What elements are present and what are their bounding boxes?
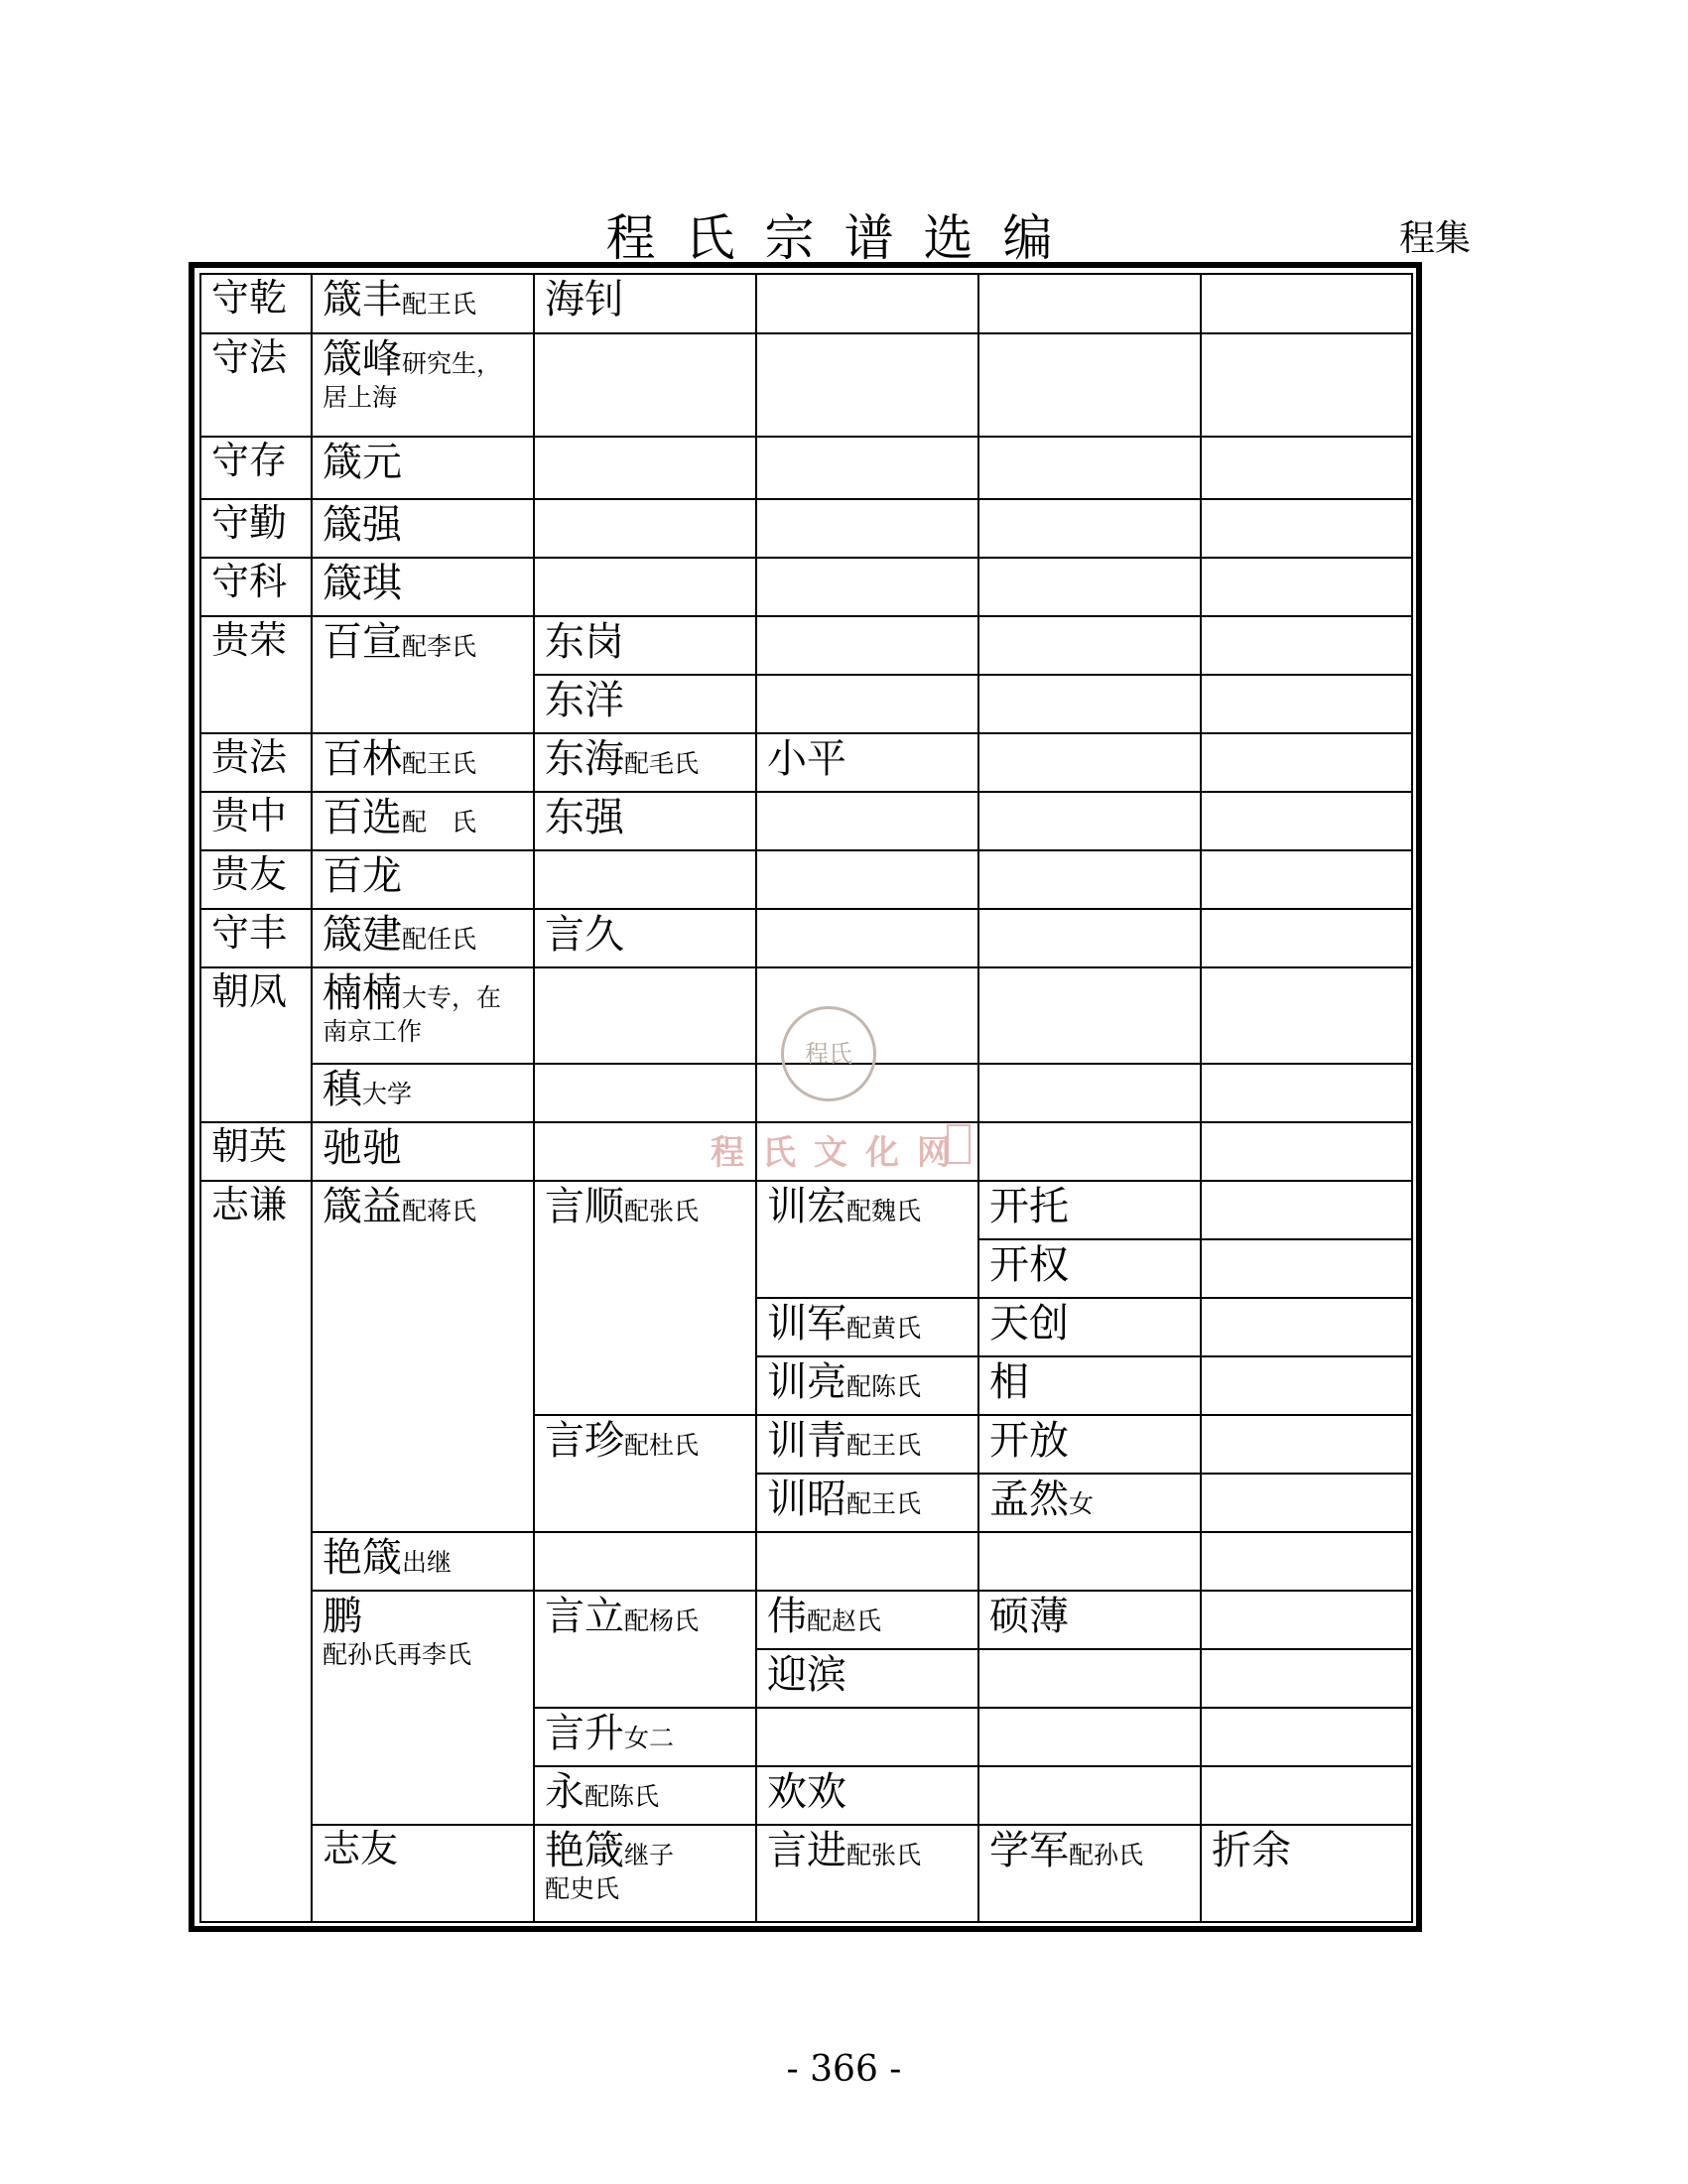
empty-cell [978,1122,1201,1181]
member-name: 训宏 [767,1184,846,1229]
member-note: 配陈氏 [846,1372,922,1401]
member-name: 训亮 [767,1359,846,1405]
generation-name-cell: 贵荣 [200,616,312,733]
empty-cell [1201,675,1412,733]
empty-cell [978,850,1201,909]
member-note-line2: 配孙氏再李氏 [323,1640,472,1669]
member-note: 女 [1069,1489,1095,1518]
member-cell [534,616,756,675]
member-note: 大专，在 [402,983,502,1012]
empty-cell [1201,1474,1412,1532]
member-name: 东强 [545,795,624,840]
member-name: 孟然 [989,1477,1069,1522]
generation-name-cell: 朝凤 [200,967,312,1122]
table-row [200,733,1412,792]
member-note: 配 氏 [402,808,477,836]
genealogy-table-body [200,274,1412,1922]
empty-cell [1201,1708,1412,1766]
member-cell [978,1356,1201,1415]
table-row [200,499,1412,558]
member-name: 海钊 [545,277,624,322]
page-title: 程氏宗谱选编 [605,209,1083,267]
member-cell [756,1474,978,1532]
member-cell [312,1122,534,1181]
member-cell [978,1239,1201,1298]
empty-cell [978,1708,1201,1766]
member-cell [756,1181,978,1298]
table-row [200,558,1412,616]
watermark-seal: 程氏 [781,1006,876,1101]
member-note: 配毛氏 [624,749,700,778]
member-note: 配陈氏 [584,1782,660,1811]
empty-cell [756,850,978,909]
empty-cell [534,558,756,616]
member-name: 艳箴 [323,1535,402,1581]
empty-cell [534,499,756,558]
member-cell [534,274,756,333]
table-row [200,792,1412,850]
member-name: 箴元 [323,440,402,485]
empty-cell [756,1532,978,1591]
member-name: 小平 [767,736,846,782]
member-cell [534,909,756,967]
empty-cell [756,616,978,675]
generation-name-cell: 守科 [200,558,312,616]
member-cell [312,558,534,616]
empty-cell [1201,1532,1412,1591]
generation-name-cell: 守勤 [200,499,312,558]
empty-cell [978,274,1201,333]
empty-cell [1201,1122,1412,1181]
member-cell [1201,1825,1412,1922]
member-note: 配杨氏 [624,1606,700,1635]
member-note-line2: 配史氏 [545,1874,620,1903]
member-cell [312,1591,534,1825]
watermark-site-name: 程氏文化网 [711,1133,969,1173]
member-cell [312,437,534,499]
empty-cell [534,850,756,909]
member-name: 伟 [767,1594,807,1639]
member-note: 研究生， [402,349,502,378]
generation-name-cell: 贵友 [200,850,312,909]
member-note: 配李氏 [402,632,477,661]
member-note: 继子 [624,1841,675,1869]
member-note: 大学 [362,1080,413,1108]
member-cell [978,1591,1201,1649]
member-cell [312,499,534,558]
empty-cell [1201,333,1412,437]
empty-cell [978,967,1201,1064]
member-name: 开权 [989,1242,1069,1288]
member-cell [312,909,534,967]
empty-cell [978,499,1201,558]
member-cell [534,1181,756,1415]
member-cell [756,1415,978,1474]
empty-cell [978,1766,1201,1825]
member-name: 言立 [545,1594,624,1639]
empty-cell [1201,274,1412,333]
empty-cell [1201,967,1412,1064]
member-note: 配王氏 [846,1431,922,1460]
empty-cell [756,437,978,499]
empty-cell [978,675,1201,733]
member-name: 东海 [545,736,624,782]
watermark-stamp-icon [947,1124,971,1164]
member-name: 箴强 [323,502,402,548]
member-name: 相 [989,1359,1029,1405]
member-name: 硕薄 [989,1594,1069,1639]
member-note: 配孙氏 [1069,1841,1144,1869]
member-name: 学军 [989,1828,1069,1873]
member-cell [756,1591,978,1649]
member-note: 配黄氏 [846,1314,922,1343]
member-cell [312,274,534,333]
member-cell [756,1766,978,1825]
member-cell [978,1825,1201,1922]
empty-cell [534,1064,756,1122]
member-cell [756,1825,978,1922]
table-row [200,909,1412,967]
empty-cell [1201,437,1412,499]
member-note: 配赵氏 [807,1606,882,1635]
member-name: 驰驰 [323,1125,402,1171]
member-cell [534,792,756,850]
member-note: 配王氏 [402,749,477,778]
member-name: 箴丰 [323,277,402,322]
member-name: 天创 [989,1301,1069,1347]
empty-cell [756,792,978,850]
member-cell [978,1181,1201,1239]
member-name: 训青 [767,1418,846,1464]
member-name: 稹 [323,1067,362,1112]
member-note: 出继 [402,1548,453,1577]
member-name: 开托 [989,1184,1069,1229]
table-row [200,333,1412,437]
empty-cell [978,333,1201,437]
empty-cell [534,967,756,1064]
generation-name-cell: 守丰 [200,909,312,967]
member-cell [534,1825,756,1922]
member-name: 训昭 [767,1477,846,1522]
table-row [200,850,1412,909]
empty-cell [1201,558,1412,616]
empty-cell [978,616,1201,675]
empty-cell [1201,909,1412,967]
member-cell [756,1649,978,1708]
member-cell [978,1298,1201,1356]
table-row [200,1532,1412,1591]
member-name: 欢欢 [767,1769,846,1815]
empty-cell [756,333,978,437]
member-cell [312,1532,534,1591]
member-name: 迎滨 [767,1652,846,1698]
empty-cell [978,1649,1201,1708]
branch-place-name: 程集 [1399,218,1472,259]
empty-cell [1201,1064,1412,1122]
member-cell [978,1474,1201,1532]
member-cell [534,675,756,733]
empty-cell [534,333,756,437]
member-cell [978,1415,1201,1474]
member-note-line2: 南京工作 [323,1017,423,1046]
empty-cell [756,499,978,558]
empty-cell [1201,1766,1412,1825]
empty-cell [756,675,978,733]
empty-cell [756,274,978,333]
member-cell [756,1356,978,1415]
empty-cell [1201,1181,1412,1239]
table-row [200,274,1412,333]
member-cell [312,1064,534,1122]
member-name: 箴益 [323,1184,402,1229]
genealogy-table [199,273,1413,1923]
member-name: 百林 [323,736,402,782]
member-cell [534,1415,756,1532]
member-name: 箴建 [323,912,402,958]
generation-name-cell: 守乾 [200,274,312,333]
member-note: 配王氏 [846,1489,922,1518]
empty-cell [978,909,1201,967]
member-name: 言顺 [545,1184,624,1229]
empty-cell [1201,1415,1412,1474]
member-note: 女二 [624,1724,675,1752]
generation-name-cell: 志友 [312,1825,534,1922]
generation-name-cell: 朝英 [200,1122,312,1181]
member-note: 配张氏 [624,1197,700,1225]
member-cell [534,1708,756,1766]
empty-cell [978,1064,1201,1122]
member-name: 东洋 [545,678,624,723]
member-note: 配蒋氏 [402,1197,477,1225]
member-cell [312,967,534,1064]
empty-cell [978,792,1201,850]
member-name: 折余 [1212,1828,1291,1873]
member-name: 言珍 [545,1418,624,1464]
empty-cell [1201,1356,1412,1415]
empty-cell [534,1532,756,1591]
member-name: 言升 [545,1711,624,1756]
member-name: 言进 [767,1828,846,1873]
member-cell [756,733,978,792]
member-cell [534,733,756,792]
empty-cell [1201,1591,1412,1649]
member-name: 东岗 [545,619,624,665]
empty-cell [534,437,756,499]
member-cell [312,850,534,909]
empty-cell [978,1532,1201,1591]
empty-cell [756,558,978,616]
page-number: - 366 - [786,2049,902,2090]
member-name: 百选 [323,795,402,840]
generation-name-cell: 贵中 [200,792,312,850]
member-cell [312,1181,534,1532]
empty-cell [978,558,1201,616]
table-row [200,616,1412,675]
table-row [200,1591,1412,1649]
member-cell [312,333,534,437]
empty-cell [1201,1239,1412,1298]
member-name: 楠楠 [323,970,402,1016]
member-name: 艳箴 [545,1828,624,1873]
table-row [200,1181,1412,1239]
member-name: 永 [545,1769,584,1815]
member-cell [534,1591,756,1708]
empty-cell [978,733,1201,792]
empty-cell [1201,792,1412,850]
empty-cell [756,1708,978,1766]
empty-cell [1201,1298,1412,1356]
table-row [200,1825,1412,1922]
empty-cell [1201,733,1412,792]
member-cell [756,1298,978,1356]
empty-cell [756,909,978,967]
generation-name-cell: 守存 [200,437,312,499]
member-cell [534,1766,756,1825]
table-row [200,437,1412,499]
empty-cell [1201,850,1412,909]
generation-name-cell: 守法 [200,333,312,437]
empty-cell [1201,499,1412,558]
member-name: 训军 [767,1301,846,1347]
generation-name-cell: 贵法 [200,733,312,792]
member-name: 百龙 [323,853,402,899]
member-name: 箴峰 [323,336,402,382]
member-name: 鹏 [323,1594,362,1639]
member-note: 配王氏 [402,290,477,319]
member-name: 言久 [545,912,624,958]
member-name: 箴琪 [323,561,402,606]
member-note-line2: 居上海 [323,383,398,412]
member-cell [312,616,534,733]
member-note: 配魏氏 [846,1197,922,1225]
member-note: 配任氏 [402,925,477,954]
member-name: 开放 [989,1418,1069,1464]
member-cell [312,792,534,850]
empty-cell [1201,1649,1412,1708]
member-note: 配杜氏 [624,1431,700,1460]
member-note: 配张氏 [846,1841,922,1869]
generation-name-cell: 志谦 [200,1181,312,1922]
empty-cell [1201,616,1412,675]
empty-cell [978,437,1201,499]
member-name: 百宣 [323,619,402,665]
member-cell [312,733,534,792]
